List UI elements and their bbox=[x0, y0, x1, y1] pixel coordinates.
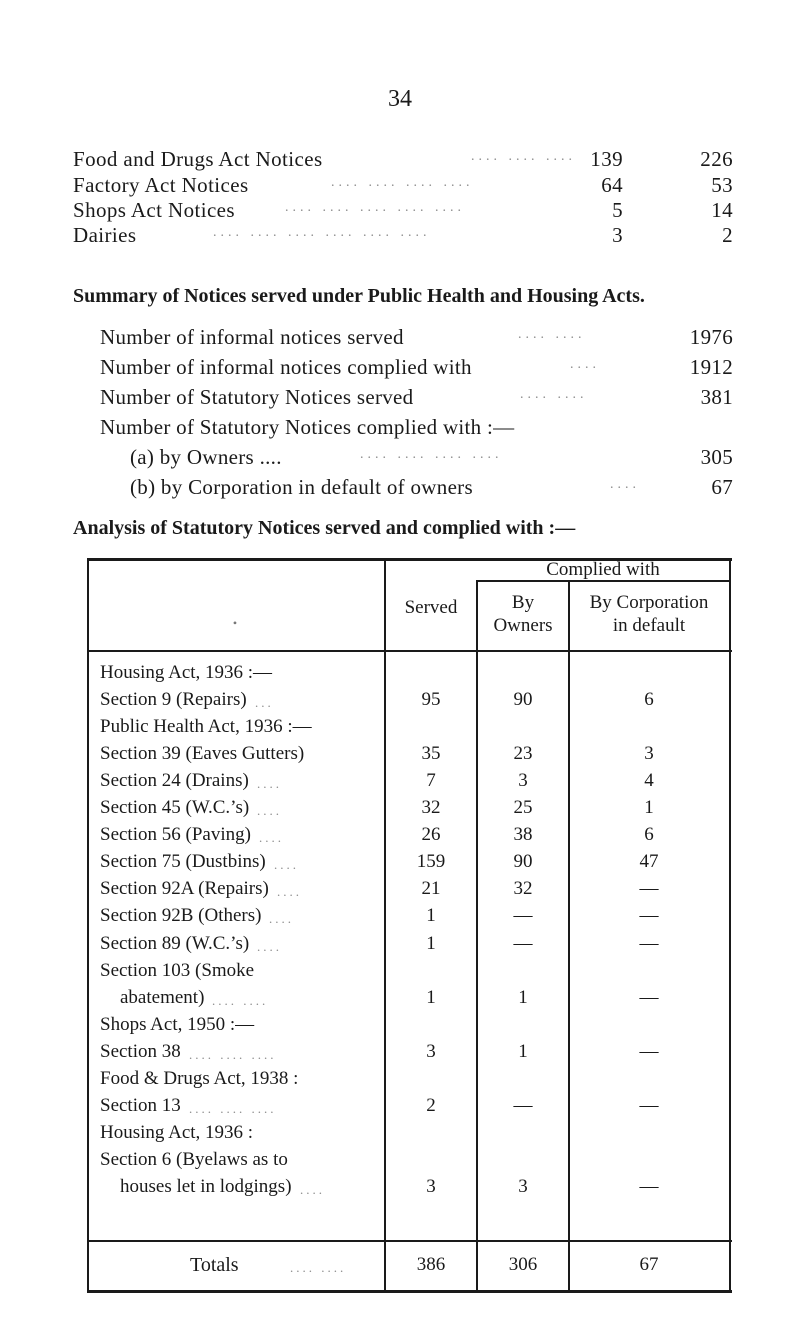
cell-served: 3 bbox=[426, 1041, 436, 1062]
cell-corp: 3 bbox=[644, 743, 654, 764]
leader-dots: .... .... bbox=[518, 327, 586, 342]
cell-corp: — bbox=[639, 905, 659, 926]
cell-owners: 3 bbox=[518, 770, 528, 791]
cell-owners: — bbox=[513, 905, 533, 926]
cell-corp: — bbox=[639, 878, 659, 899]
header-served: Served bbox=[404, 597, 458, 618]
notice-value: 226 bbox=[700, 147, 733, 171]
leader-dots: .... .... bbox=[212, 993, 269, 1008]
cell-corp: 1 bbox=[644, 797, 654, 818]
leader-dots: .... .... .... .... .... .... bbox=[213, 225, 431, 240]
row-label: Section 56 (Paving) bbox=[100, 824, 251, 845]
cell-corp: 47 bbox=[639, 851, 659, 872]
header-owners-1: By bbox=[511, 592, 535, 613]
notice-value: 3 bbox=[612, 223, 623, 247]
leader-dots: .... bbox=[259, 830, 284, 845]
cell-corp: — bbox=[639, 1041, 659, 1062]
row-label: houses let in lodgings) bbox=[120, 1176, 292, 1197]
page-number: 34 bbox=[388, 86, 412, 112]
row-label: Section 75 (Dustbins) bbox=[100, 851, 266, 872]
header-bullet: • bbox=[232, 616, 238, 630]
cell-served: 1 bbox=[426, 905, 436, 926]
analysis-heading: Analysis of Statutory Notices served and complied with :— bbox=[73, 517, 576, 539]
cell-owners: 1 bbox=[518, 987, 528, 1008]
row-label: Section 45 (W.C.’s) bbox=[100, 797, 250, 818]
totals-owners: 306 bbox=[508, 1254, 538, 1275]
header-corp-2: in default bbox=[612, 615, 686, 636]
leader-dots: .... .... .... .... .... bbox=[285, 200, 465, 215]
leader-dots: .... .... bbox=[290, 1260, 347, 1275]
leader-dots: .... .... .... bbox=[189, 1101, 277, 1116]
summary-value: 305 bbox=[700, 445, 733, 469]
cell-owners: 90 bbox=[513, 689, 533, 710]
cell-corp: — bbox=[639, 1095, 659, 1116]
cell-owners: 90 bbox=[513, 851, 533, 872]
row-label: Section 24 (Drains) bbox=[100, 770, 249, 791]
notice-value: 53 bbox=[711, 173, 733, 197]
header-bottom-rule bbox=[87, 650, 732, 652]
row-label: Section 9 (Repairs) bbox=[100, 689, 247, 710]
leader-dots: .... .... bbox=[520, 387, 588, 402]
cell-served: 159 bbox=[416, 851, 446, 872]
row-label: Public Health Act, 1936 :— bbox=[100, 716, 312, 737]
notice-label: Dairies bbox=[73, 223, 137, 247]
cell-corp: — bbox=[639, 987, 659, 1008]
totals-served: 386 bbox=[416, 1254, 446, 1275]
summary-value: 1976 bbox=[689, 325, 733, 349]
row-label: Food & Drugs Act, 1938 : bbox=[100, 1068, 299, 1089]
cell-served: 7 bbox=[426, 770, 436, 791]
cell-corp: — bbox=[639, 1176, 659, 1197]
cell-served: 32 bbox=[421, 797, 441, 818]
leader-dots: ... bbox=[255, 695, 274, 710]
table-bottom-rule bbox=[87, 1290, 732, 1293]
summary-label: (a) by Owners .... bbox=[130, 445, 282, 469]
cell-corp: — bbox=[639, 933, 659, 954]
row-label: Housing Act, 1936 :— bbox=[100, 662, 273, 683]
cell-served: 3 bbox=[426, 1176, 436, 1197]
cell-owners: — bbox=[513, 933, 533, 954]
notice-value: 5 bbox=[612, 198, 623, 222]
header-complied: Complied with bbox=[546, 559, 660, 580]
row-label: Section 38 bbox=[100, 1041, 181, 1062]
cell-owners: 32 bbox=[513, 878, 533, 899]
row-label: Section 92B (Others) bbox=[100, 905, 262, 926]
cell-owners: — bbox=[513, 1095, 533, 1116]
cell-corp: 6 bbox=[644, 824, 654, 845]
summary-label: Number of Statutory Notices served bbox=[100, 385, 414, 409]
totals-corp: 67 bbox=[639, 1254, 659, 1275]
summary-label: Number of Statutory Notices complied with :— bbox=[100, 415, 515, 439]
row-label: Section 103 (Smoke bbox=[100, 960, 255, 981]
leader-dots: .... .... .... .... bbox=[360, 447, 503, 462]
row-label: Section 6 (Byelaws as to bbox=[100, 1149, 288, 1170]
header-corp-1: By Corporation bbox=[589, 592, 709, 613]
notice-label: Factory Act Notices bbox=[73, 173, 249, 197]
row-label: Section 13 bbox=[100, 1095, 181, 1116]
cell-served: 1 bbox=[426, 933, 436, 954]
leader-dots: .... bbox=[257, 939, 282, 954]
cell-owners: 25 bbox=[513, 797, 533, 818]
totals-rule bbox=[87, 1240, 732, 1242]
cell-owners: 3 bbox=[518, 1176, 528, 1197]
cell-owners: 1 bbox=[518, 1041, 528, 1062]
cell-served: 35 bbox=[421, 743, 441, 764]
leader-dots: .... .... .... bbox=[189, 1047, 277, 1062]
row-label: Section 39 (Eaves Gutters) bbox=[100, 743, 305, 764]
cell-served: 21 bbox=[421, 878, 441, 899]
summary-value: 1912 bbox=[689, 355, 733, 379]
cell-owners: 23 bbox=[513, 743, 533, 764]
leader-dots: .... .... .... .... bbox=[331, 175, 474, 190]
leader-dots: .... bbox=[300, 1182, 325, 1197]
row-label: abatement) bbox=[120, 987, 205, 1008]
table-left-rule bbox=[87, 558, 89, 1293]
cell-owners: 38 bbox=[513, 824, 533, 845]
notice-label: Shops Act Notices bbox=[73, 198, 235, 222]
leader-dots: .... bbox=[570, 357, 600, 372]
header-owners-2: Owners bbox=[493, 615, 553, 636]
leader-dots: .... bbox=[257, 803, 282, 818]
notice-label: Food and Drugs Act Notices bbox=[73, 147, 323, 171]
row-label: Shops Act, 1950 :— bbox=[100, 1014, 255, 1035]
notice-value: 14 bbox=[711, 198, 733, 222]
row-label: Section 92A (Repairs) bbox=[100, 878, 269, 899]
leader-dots: .... .... .... bbox=[471, 149, 576, 164]
summary-value: 381 bbox=[700, 385, 733, 409]
leader-dots: .... bbox=[274, 857, 299, 872]
cell-served: 26 bbox=[421, 824, 441, 845]
leader-dots: .... bbox=[277, 884, 302, 899]
totals-label: Totals bbox=[190, 1254, 239, 1276]
cell-corp: 4 bbox=[644, 770, 654, 791]
summary-label: Number of informal notices complied with bbox=[100, 355, 472, 379]
summary-label: (b) by Corporation in default of owners bbox=[130, 475, 473, 499]
row-label: Housing Act, 1936 : bbox=[100, 1122, 254, 1143]
summary-heading: Summary of Notices served under Public Health and Housing Acts. bbox=[73, 285, 645, 307]
notice-value: 2 bbox=[722, 223, 733, 247]
leader-dots: .... bbox=[257, 776, 282, 791]
table-right-rule bbox=[729, 558, 731, 1293]
cell-served: 95 bbox=[421, 689, 441, 710]
row-label: Section 89 (W.C.’s) bbox=[100, 933, 250, 954]
notice-value: 64 bbox=[601, 173, 623, 197]
leader-dots: .... bbox=[269, 911, 294, 926]
cell-served: 2 bbox=[426, 1095, 436, 1116]
summary-label: Number of informal notices served bbox=[100, 325, 404, 349]
cell-corp: 6 bbox=[644, 689, 654, 710]
cell-served: 1 bbox=[426, 987, 436, 1008]
summary-value: 67 bbox=[711, 475, 733, 499]
leader-dots: .... bbox=[610, 477, 640, 492]
notice-value: 139 bbox=[590, 147, 623, 171]
